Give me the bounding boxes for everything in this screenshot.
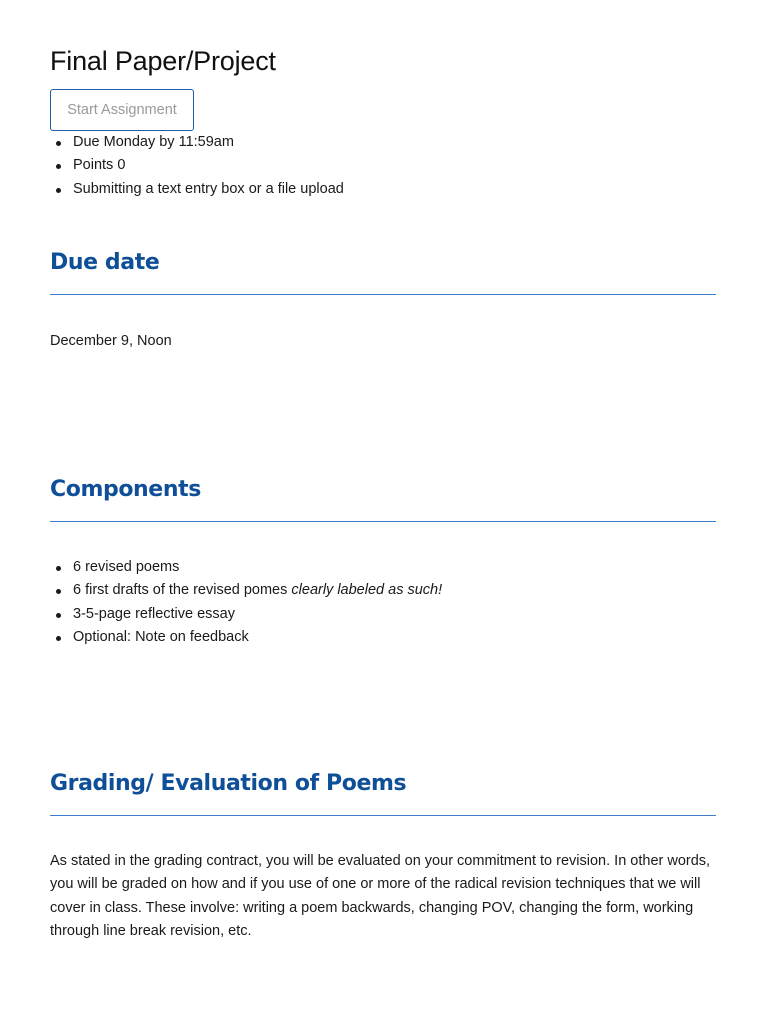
grading-heading: Grading/ Evaluation of Poems — [50, 771, 407, 796]
component-text: 3-5-page reflective essay — [73, 605, 235, 622]
page-title: Final Paper/Project — [50, 46, 276, 76]
list-item — [73, 556, 442, 579]
submission-type-detail: Submitting a text entry box or a file upload — [73, 178, 344, 201]
components-heading: Components — [50, 477, 201, 502]
list-item — [73, 626, 442, 649]
component-text: Optional: Note on feedback — [73, 628, 249, 645]
components-list — [50, 556, 442, 649]
component-emphasis: clearly labeled as such! — [291, 582, 443, 599]
grading-text: As stated in the grading contract, you will be evaluated on your commitment to revision. In other words, you will be graded on how and if you use of one or more of the radical revision techniques that we will cover in class. These involve: writing a poem backwards, changing POV, changing the form, working through line break revision, etc. — [50, 853, 711, 939]
due-date-text: December 9, Noon — [50, 333, 172, 349]
due-detail: Due Monday by 11:59am — [73, 131, 344, 154]
grading-divider — [50, 815, 716, 816]
list-item — [73, 579, 442, 602]
component-text: 6 revised poems — [73, 559, 180, 575]
assignment-details-list — [50, 131, 344, 201]
list-item — [73, 603, 442, 626]
components-divider — [50, 521, 716, 522]
start-assignment-button[interactable]: Start Assignment — [50, 89, 194, 131]
component-text: 6 first drafts of the revised pomes — [73, 582, 292, 599]
due-date-heading: Due date — [50, 250, 160, 275]
points-detail: Points 0 — [73, 154, 344, 177]
due-date-divider — [50, 294, 716, 295]
